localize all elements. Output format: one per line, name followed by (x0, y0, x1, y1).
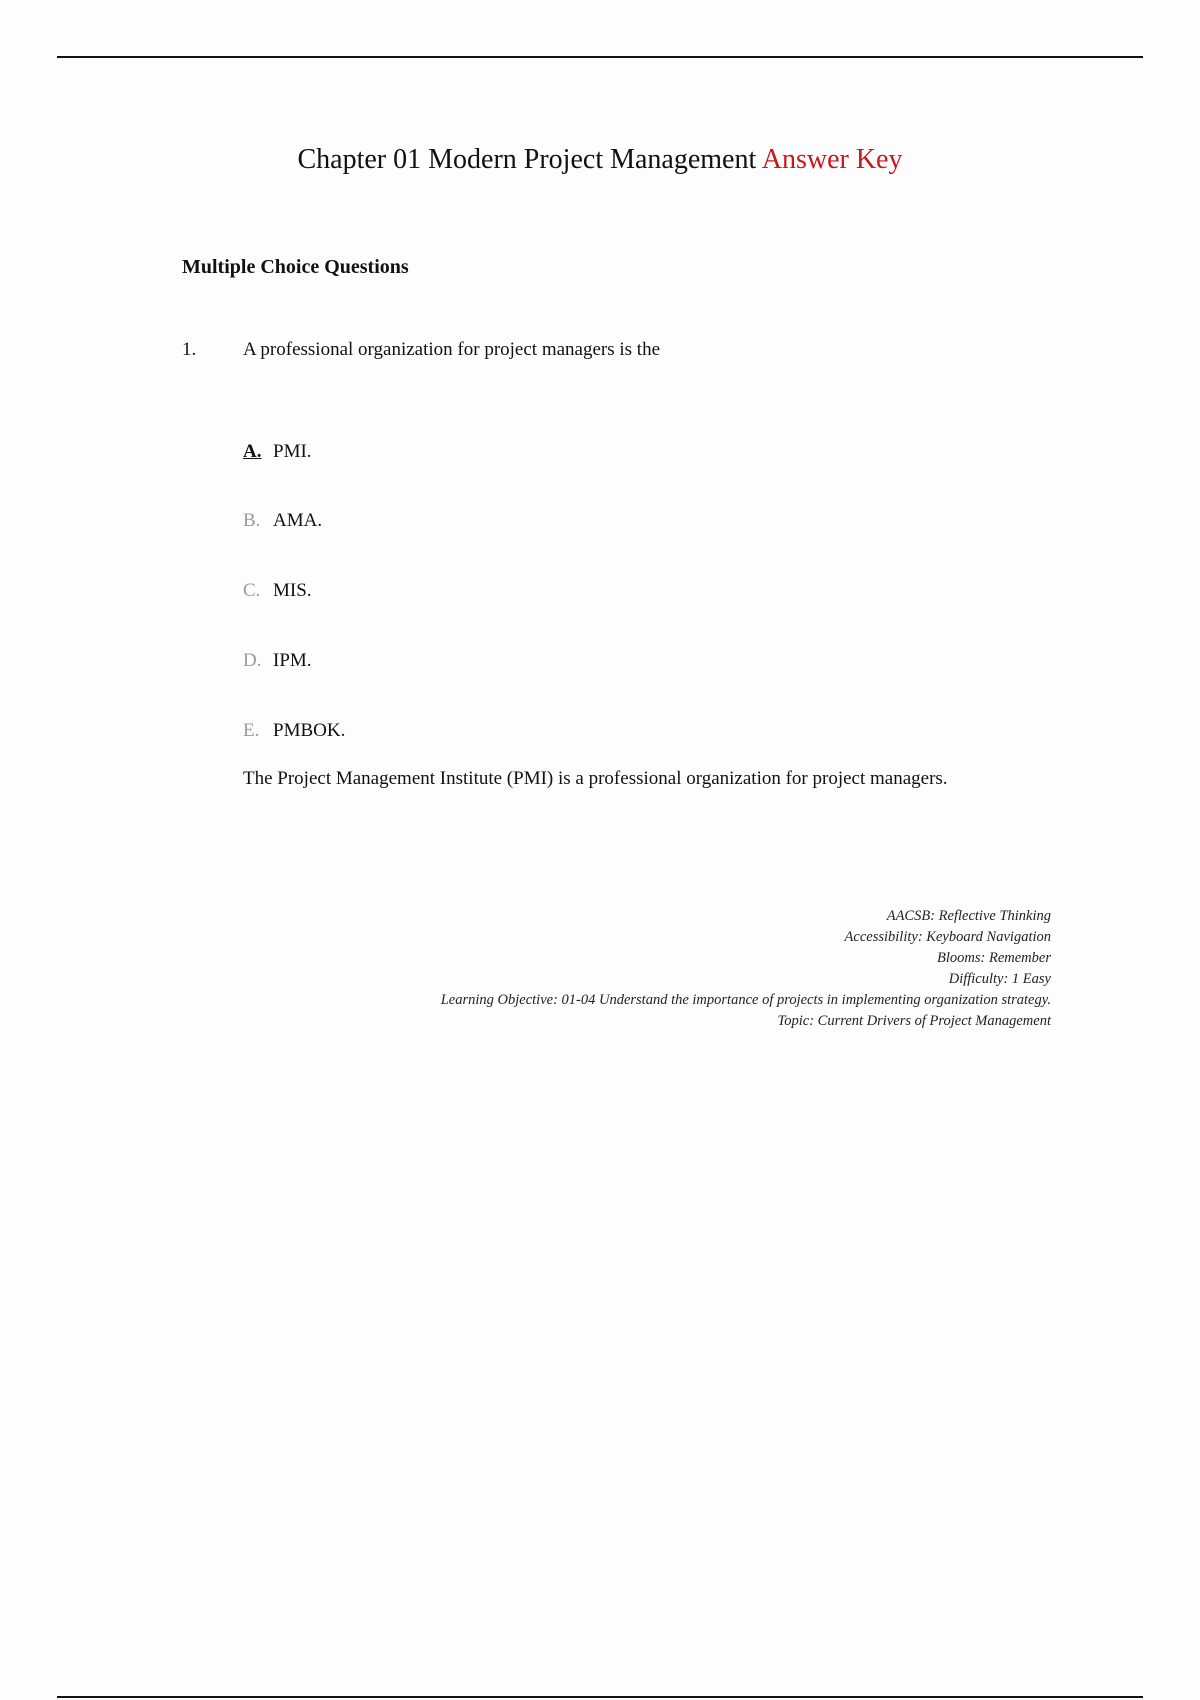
option-letter: B. (243, 510, 261, 531)
option-a (243, 440, 312, 464)
bottom-rule (57, 1696, 1143, 1698)
meta-difficulty: Difficulty: 1 Easy (948, 971, 1051, 987)
question-stem: A professional organization for project managers is the (243, 339, 660, 360)
option-text: IPM. (273, 650, 312, 671)
option-letter: D. (243, 650, 262, 671)
option-letter: E. (243, 720, 260, 741)
option-letter: C. (243, 580, 261, 601)
option-d (243, 649, 312, 673)
option-letter: A. (243, 441, 262, 462)
answer-explanation: The Project Management Institute (PMI) is a professional organization for project managers. (243, 768, 948, 789)
meta-aacsb: AACSB: Reflective Thinking (886, 908, 1051, 924)
option-text: PMI. (273, 441, 312, 462)
question-metadata (441, 906, 1051, 1032)
meta-blooms: Blooms: Remember (937, 950, 1051, 966)
meta-accessibility: Accessibility: Keyboard Navigation (844, 929, 1051, 945)
document-title (0, 143, 1200, 177)
title-main: Chapter 01 Modern Project Management (297, 144, 757, 175)
option-text: PMBOK. (273, 720, 346, 741)
option-text: AMA. (273, 510, 323, 531)
meta-learning-objective: Learning Objective: 01-04 Understand the importance of projects in implementing organization strategy. (440, 992, 1051, 1008)
option-c (243, 579, 312, 603)
meta-topic: Topic: Current Drivers of Project Management (777, 1013, 1051, 1029)
option-text: MIS. (273, 580, 312, 601)
option-b (243, 509, 322, 533)
section-heading: Multiple Choice Questions (182, 256, 409, 278)
question-number: 1. (182, 339, 197, 360)
title-accent: Answer Key (761, 144, 903, 175)
top-rule (57, 56, 1143, 58)
option-e (243, 719, 345, 743)
